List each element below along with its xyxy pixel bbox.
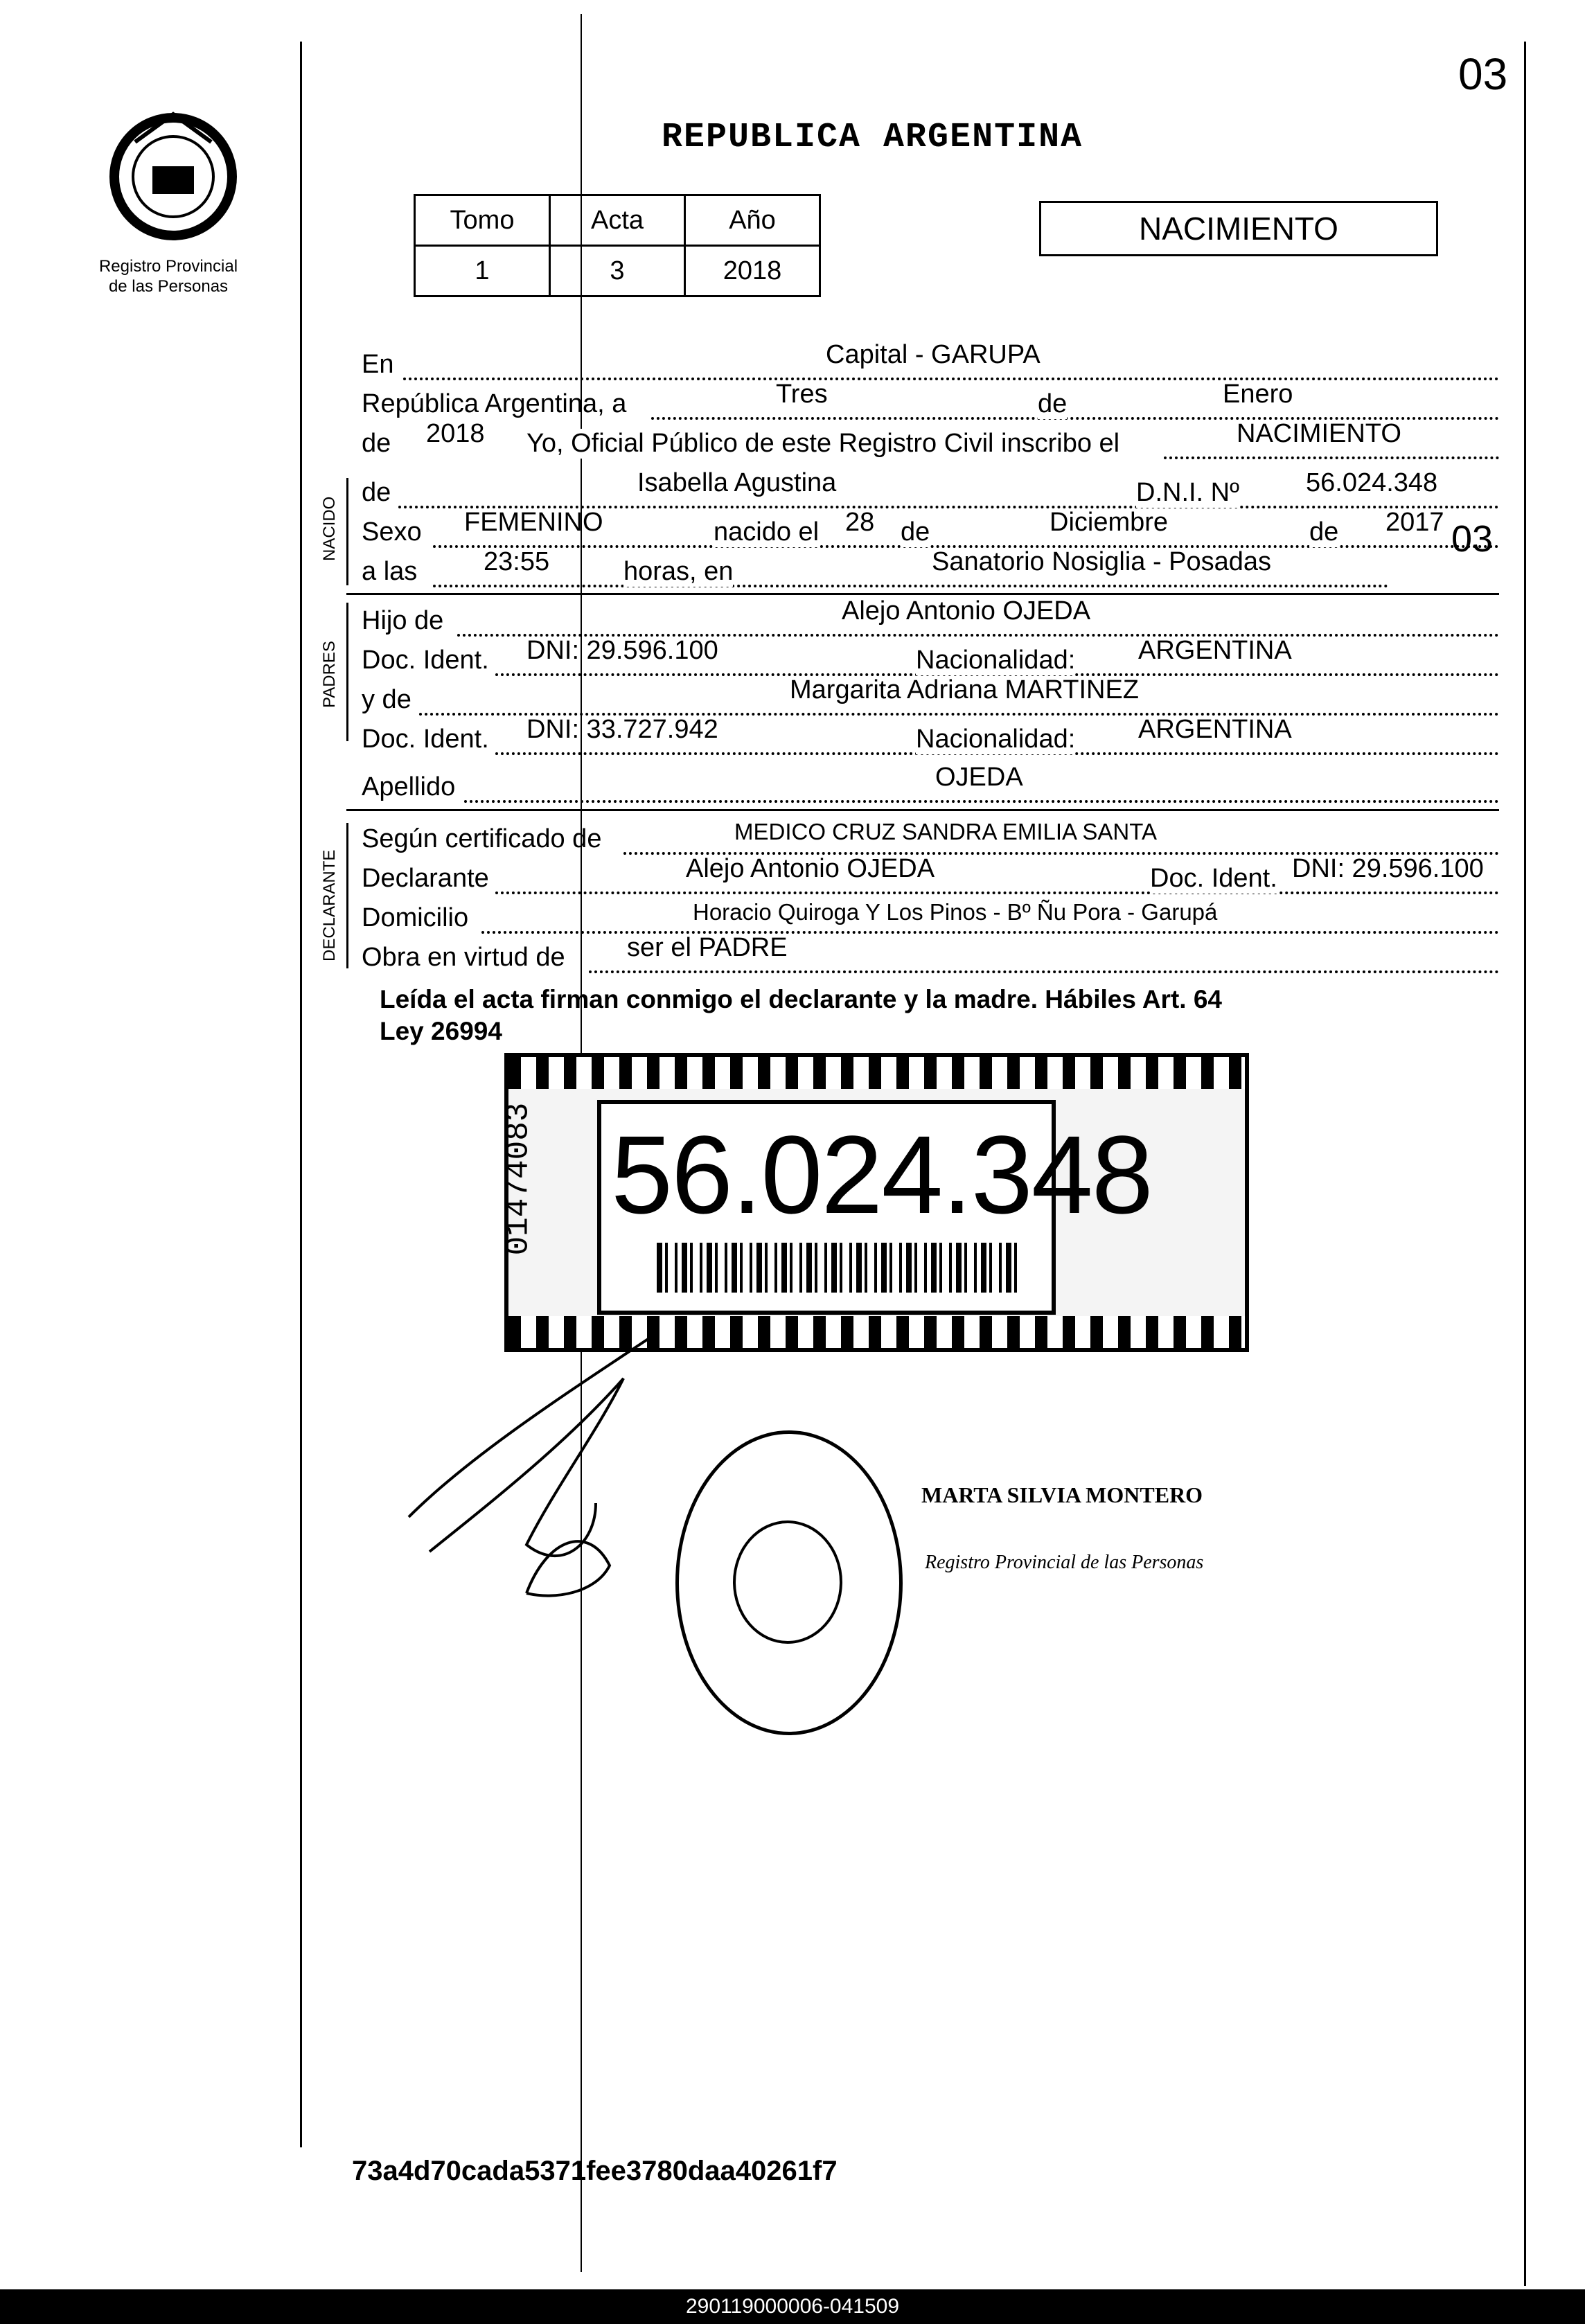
section-label-nacido: NACIDO [320, 496, 339, 561]
row-en [360, 340, 1499, 384]
obra-value: ser el PADRE [627, 933, 788, 962]
left-margin-line [300, 42, 302, 2147]
madre-nac-value: ARGENTINA [1138, 715, 1292, 744]
madre-doc-value: DNI: 33.727.942 [526, 715, 718, 744]
field-label: Doc. Ident. [362, 725, 489, 754]
field-label: a las [362, 557, 418, 586]
delegation-seal [675, 1430, 903, 1735]
section-label-declarante: DECLARANTE [320, 849, 339, 961]
field-label: Obra en virtud de [362, 943, 565, 972]
lugar-nac-value: Sanatorio Nosiglia - Posadas [932, 547, 1272, 576]
official-office: Registro Provincial de las Personas [925, 1552, 1204, 1573]
dni-value: 56.024.348 [1306, 468, 1438, 497]
province-logo [104, 100, 242, 246]
section-divider [346, 809, 1499, 811]
field-label: de [1309, 517, 1339, 547]
mes-value: Enero [1223, 380, 1293, 409]
field-label: Declarante [362, 864, 489, 893]
field-label: Sexo [362, 517, 422, 547]
field-label: En [362, 350, 394, 379]
barcode [657, 1243, 1017, 1293]
table-cell: 3 [550, 246, 685, 296]
declarante-doc-value: DNI: 29.596.100 [1292, 854, 1484, 883]
right-margin-line [1524, 42, 1526, 2286]
official-name: MARTA SILVIA MONTERO [921, 1482, 1203, 1507]
act-type-box: NACIMIENTO [1039, 201, 1438, 256]
row-apellido [360, 763, 1499, 807]
section-bracket [346, 823, 348, 968]
field-label: Domicilio [362, 903, 469, 932]
seal-emblem [733, 1520, 842, 1644]
field-label: República Argentina, a [362, 389, 627, 418]
row-obra [360, 933, 1499, 977]
field-label: Apellido [362, 772, 456, 801]
handwritten-signature [388, 1316, 720, 1611]
row-declarante [360, 854, 1499, 898]
section-divider [346, 593, 1499, 595]
field-label: Nacionalidad: [916, 725, 1076, 754]
lugar-value: Capital - GARUPA [826, 340, 1041, 369]
table-header: Acta [550, 195, 685, 246]
nombre-value: Isabella Agustina [637, 468, 837, 497]
row-domicilio [360, 899, 1499, 938]
field-label: Yo, Oficial Público de este Registro Civil inscribo el [526, 429, 1120, 458]
sticker-serial: 01474083 [500, 1102, 537, 1256]
field-label: de [901, 517, 930, 547]
field-label: de [362, 478, 391, 507]
field-label: Según certificado de [362, 824, 602, 853]
field-label: Nacionalidad: [916, 646, 1076, 675]
tomo-acta-table [414, 194, 821, 297]
dia-value: Tres [776, 380, 828, 409]
section-bracket [346, 603, 348, 741]
field-label: nacido el [714, 517, 820, 547]
page-number: 03 [1458, 49, 1508, 99]
row-madre-doc [360, 715, 1499, 759]
padre-nac-value: ARGENTINA [1138, 636, 1292, 665]
document-hash: 73a4d70cada5371fee3780daa40261f7 [352, 2156, 838, 2186]
field-label: de [1038, 389, 1068, 418]
table-cell: 1 [415, 246, 550, 296]
field-label: D.N.I. Nº [1136, 478, 1239, 507]
footer-code: 290119000006-041509 [0, 2289, 1585, 2324]
anio-nac-value: 2017 [1385, 508, 1444, 537]
row-oficial [360, 419, 1499, 463]
certificado-value: MEDICO CRUZ SANDRA EMILIA SANTA [734, 819, 1157, 844]
apellido-value: OJEDA [935, 763, 1023, 792]
sticker-dni: 56.024.348 [611, 1112, 1152, 1236]
row-hora [360, 547, 1499, 592]
document-title: REPUBLICA ARGENTINA [662, 118, 1083, 157]
field-label: horas, en [623, 557, 734, 586]
field-label: y de [362, 685, 411, 714]
margin-note: 03 [1451, 518, 1494, 560]
padre-doc-value: DNI: 29.596.100 [526, 636, 718, 665]
closing-text: Leída el acta firman conmigo el declarante y la madre. Hábiles Art. 64 Ley 26994 [380, 985, 1222, 1045]
domicilio-value: Horacio Quiroga Y Los Pinos - Bº Ñu Pora - Garupá [693, 899, 1218, 925]
declarante-value: Alejo Antonio OJEDA [686, 854, 935, 883]
madre-value: Margarita Adriana MARTINEZ [790, 675, 1140, 704]
logo-caption: Registro Provincial de las Personas [98, 257, 238, 296]
table-header: Año [685, 195, 820, 246]
field-label: Doc. Ident. [362, 646, 489, 675]
anio-value: 2018 [426, 419, 485, 448]
section-label-padres: PADRES [320, 641, 339, 708]
sexo-value: FEMENINO [464, 508, 603, 537]
table-header: Tomo [415, 195, 550, 246]
field-label: de [362, 429, 391, 458]
inscripcion-value: NACIMIENTO [1237, 419, 1401, 448]
dia-nac-value: 28 [845, 508, 875, 537]
field-label: Doc. Ident. [1150, 864, 1277, 893]
field-label: Hijo de [362, 606, 444, 635]
dni-sticker [500, 1053, 1249, 1352]
padre-value: Alejo Antonio OJEDA [842, 596, 1091, 626]
table-cell: 2018 [685, 246, 820, 296]
mes-nac-value: Diciembre [1050, 508, 1169, 537]
section-bracket [346, 478, 348, 585]
hora-value: 23:55 [484, 547, 550, 576]
